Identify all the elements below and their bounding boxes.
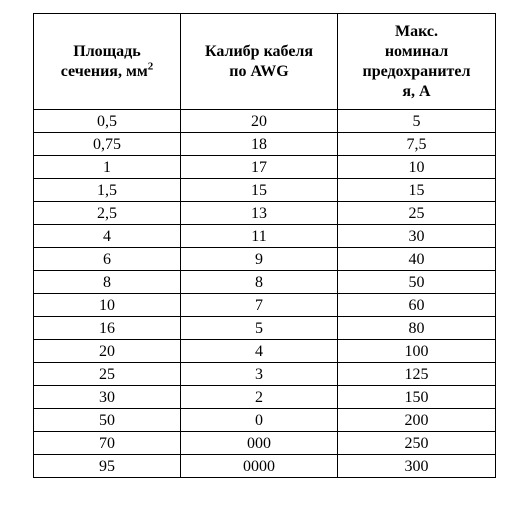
header-fuse-label: Макс. номинал предохранител я, А bbox=[362, 22, 471, 100]
cell-awg-gauge: 20 bbox=[181, 110, 338, 133]
header-awg-gauge bbox=[181, 14, 338, 110]
cell-awg-gauge: 3 bbox=[181, 363, 338, 386]
table-row bbox=[34, 409, 496, 432]
cell-cross-section-area: 20 bbox=[34, 340, 181, 363]
header-area-line1: Площадь bbox=[73, 42, 141, 60]
table-row bbox=[34, 340, 496, 363]
header-awg-label: Калибр кабеля по AWG bbox=[204, 42, 314, 80]
cell-max-fuse-rating: 200 bbox=[338, 409, 496, 432]
cell-cross-section-area: 30 bbox=[34, 386, 181, 409]
cell-cross-section-area: 1 bbox=[34, 156, 181, 179]
table-row bbox=[34, 179, 496, 202]
cell-cross-section-area: 10 bbox=[34, 294, 181, 317]
table-header bbox=[34, 14, 496, 110]
header-row bbox=[34, 14, 496, 110]
table-row bbox=[34, 156, 496, 179]
table-row bbox=[34, 432, 496, 455]
cell-max-fuse-rating: 50 bbox=[338, 271, 496, 294]
cell-cross-section-area: 2,5 bbox=[34, 202, 181, 225]
cell-cross-section-area: 0,5 bbox=[34, 110, 181, 133]
table-row bbox=[34, 294, 496, 317]
table-row bbox=[34, 317, 496, 340]
cell-max-fuse-rating: 10 bbox=[338, 156, 496, 179]
table-row bbox=[34, 271, 496, 294]
cell-awg-gauge: 9 bbox=[181, 248, 338, 271]
cell-awg-gauge: 11 bbox=[181, 225, 338, 248]
header-area-line2 bbox=[60, 60, 154, 80]
cell-max-fuse-rating: 80 bbox=[338, 317, 496, 340]
cell-cross-section-area: 70 bbox=[34, 432, 181, 455]
cell-max-fuse-rating: 125 bbox=[338, 363, 496, 386]
cell-cross-section-area: 8 bbox=[34, 271, 181, 294]
table-row bbox=[34, 455, 496, 478]
cell-awg-gauge: 13 bbox=[181, 202, 338, 225]
cell-max-fuse-rating: 300 bbox=[338, 455, 496, 478]
table-row bbox=[34, 248, 496, 271]
table-body bbox=[34, 110, 496, 478]
header-max-fuse-rating bbox=[338, 14, 496, 110]
cell-awg-gauge: 8 bbox=[181, 271, 338, 294]
cell-max-fuse-rating: 150 bbox=[338, 386, 496, 409]
cell-max-fuse-rating: 7,5 bbox=[338, 133, 496, 156]
table-row bbox=[34, 363, 496, 386]
header-area-unit-superscript: 2 bbox=[147, 60, 154, 73]
header-area-unit: сечения, мм bbox=[60, 62, 148, 80]
cell-awg-gauge: 17 bbox=[181, 156, 338, 179]
table-row bbox=[34, 133, 496, 156]
cell-awg-gauge: 0 bbox=[181, 409, 338, 432]
cell-awg-gauge: 2 bbox=[181, 386, 338, 409]
cell-cross-section-area: 16 bbox=[34, 317, 181, 340]
cell-max-fuse-rating: 25 bbox=[338, 202, 496, 225]
awg-fuse-table bbox=[33, 13, 496, 478]
cell-max-fuse-rating: 60 bbox=[338, 294, 496, 317]
cell-awg-gauge: 5 bbox=[181, 317, 338, 340]
cell-awg-gauge: 0000 bbox=[181, 455, 338, 478]
cell-awg-gauge: 7 bbox=[181, 294, 338, 317]
table-row bbox=[34, 386, 496, 409]
cell-max-fuse-rating: 5 bbox=[338, 110, 496, 133]
cell-cross-section-area: 50 bbox=[34, 409, 181, 432]
cell-max-fuse-rating: 40 bbox=[338, 248, 496, 271]
cell-awg-gauge: 000 bbox=[181, 432, 338, 455]
cell-awg-gauge: 18 bbox=[181, 133, 338, 156]
cell-cross-section-area: 6 bbox=[34, 248, 181, 271]
cell-awg-gauge: 15 bbox=[181, 179, 338, 202]
table-row bbox=[34, 202, 496, 225]
table-row bbox=[34, 110, 496, 133]
table-row bbox=[34, 225, 496, 248]
cell-cross-section-area: 0,75 bbox=[34, 133, 181, 156]
cell-cross-section-area: 95 bbox=[34, 455, 181, 478]
cell-cross-section-area: 25 bbox=[34, 363, 181, 386]
cell-max-fuse-rating: 15 bbox=[338, 179, 496, 202]
cell-cross-section-area: 1,5 bbox=[34, 179, 181, 202]
cell-max-fuse-rating: 30 bbox=[338, 225, 496, 248]
cell-awg-gauge: 4 bbox=[181, 340, 338, 363]
cell-cross-section-area: 4 bbox=[34, 225, 181, 248]
cell-max-fuse-rating: 250 bbox=[338, 432, 496, 455]
header-cross-section-area bbox=[34, 14, 181, 110]
cell-max-fuse-rating: 100 bbox=[338, 340, 496, 363]
